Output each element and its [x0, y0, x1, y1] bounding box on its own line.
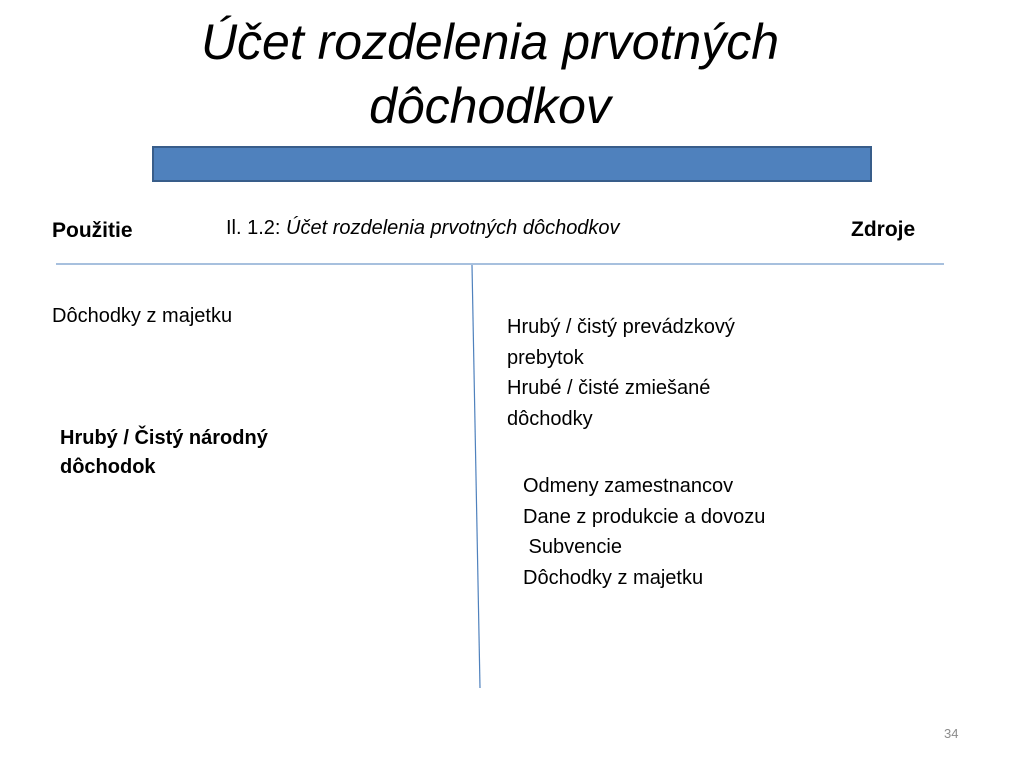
resources-line: Hrubé / čisté zmiešané — [507, 377, 711, 399]
uses-item-property-income: Dôchodky z majetku — [52, 305, 233, 327]
balancing-item-line-2: dôchodok — [60, 456, 156, 478]
resources-line: Dane z produkcie a dovozu — [523, 505, 766, 528]
uses-column-header: Použitie — [52, 219, 133, 242]
resources-line: Hrubý / čistý prevádzkový — [507, 316, 735, 338]
resources-line: Dôchodky z majetku — [523, 566, 704, 589]
resources-column-header: Zdroje — [851, 218, 916, 241]
resources-block-surplus — [507, 312, 837, 434]
slide-title-line-2: dôchodkov — [369, 78, 611, 134]
uses-balancing-item — [60, 424, 360, 482]
caption-account-name: Účet rozdelenia prvotných dôchodkov — [286, 217, 620, 239]
resources-line: Subvencie — [523, 536, 622, 558]
resources-line: Odmeny zamestnancov — [523, 475, 734, 497]
balancing-item-line-1: Hrubý / Čistý národný — [60, 427, 268, 449]
caption-prefix: Il. 1.2: — [226, 217, 287, 239]
t-account-vertical-line — [472, 265, 480, 688]
resources-block-items — [523, 471, 863, 593]
resources-line: prebytok — [507, 346, 584, 369]
slide-title-line-1: Účet rozdelenia prvotných — [200, 14, 780, 70]
resources-line: dôchodky — [507, 407, 593, 430]
slide-number: 34 — [944, 726, 959, 741]
